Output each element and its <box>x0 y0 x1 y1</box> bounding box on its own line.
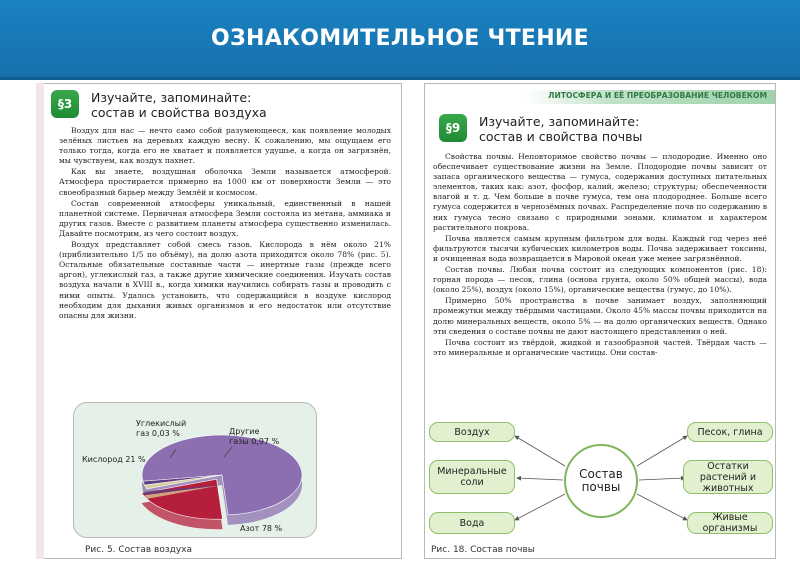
left-body-text <box>59 126 391 322</box>
arrow-to-organisms <box>637 494 687 520</box>
right-textbook-page <box>424 83 776 559</box>
right-body-text <box>433 152 767 359</box>
left-section-title <box>91 90 267 120</box>
right-paragraph-1: Свойства почвы. Неповторимое свойство почвы — плодородие. Именно оно обеспечивает существование жизни на Земле. Плодородие почвы зависит от запаса органического вещества — гумуса, содержания доступных питательных элементов, таких как: азот, фосфор, калий, железо; структуры; обеспеченности влагой и т. д. Чем больше в почве гумуса, тем она плодороднее. Больше всего гумуса содержится в чернозёмных почвах. Распределение почв по содержанию в них гумуса тесно связано с природными зонами, климатом и характером растительного покрова. <box>433 152 767 232</box>
section-badge-9: §9 <box>439 114 467 142</box>
node-mineral-salts: Минеральные соли <box>429 460 515 494</box>
right-heading-line2: состав и свойства почвы <box>479 129 643 144</box>
node-water: Вода <box>429 512 515 534</box>
node-living-organisms: Живые организмы <box>687 512 773 534</box>
node-sand-clay: Песок, глина <box>687 422 773 442</box>
right-figure-caption: Рис. 18. Состав почвы <box>431 545 535 555</box>
right-section-heading <box>433 114 765 144</box>
left-paragraph-2: Как вы знаете, воздушная оболочка Земли называется атмосферой. Атмосфера простирается примерно на 1000 км от поверхности Земли — это своеобразный барьер между Землёй и космосом. <box>59 167 391 197</box>
right-section-title <box>479 114 642 144</box>
chapter-band <box>525 90 776 104</box>
slide-title: ОЗНАКОМИТЕЛЬНОЕ ЧТЕНИЕ <box>211 26 589 51</box>
right-paragraph-4: Примерно 50% пространства в почве занимает воздух, заполняющий промежутки между твёрдыми частицами. Около 45% массы почвы приходится на долю минеральных веществ, около 5% — на долю органических веществ. Однако эти сведения о составе почвы не дают настоящего представления о ней. <box>433 296 767 336</box>
node-plant-animal-remains: Остатки растений и животных <box>683 460 773 494</box>
air-composition-pie-svg <box>74 403 318 539</box>
node-center-soil: Состав почвы <box>564 444 638 518</box>
slide-header <box>0 0 800 80</box>
arrow-to-salts <box>517 478 563 480</box>
left-heading-line1: Изучайте, запоминайте: <box>91 90 252 105</box>
label-nitrogen: Азот 78 % <box>240 524 283 533</box>
left-heading-line2: состав и свойства воздуха <box>91 105 267 120</box>
soil-composition-diagram <box>429 422 773 542</box>
left-paragraph-1: Воздух для нас — нечто само собой разумеющееся, как появление молодых зелёных листьев на деревьях каждую весну. К сожалению, мы ощущаем его только тогда, когда его не хватает и появляется удушье, а когда он загрязнён, мы чувствуем, как воздух пахнет. <box>59 126 391 166</box>
air-composition-chart <box>73 402 317 538</box>
chapter-label: ЛИТОСФЕРА И ЕЁ ПРЕОБРАЗОВАНИЕ ЧЕЛОВЕКОМ <box>548 91 767 100</box>
right-paragraph-5: Почва состоит из твёрдой, жидкой и газообразной частей. Твёрдая часть — это минеральные и органические частицы. Они состав- <box>433 337 767 357</box>
header-bottom-bar <box>0 77 800 80</box>
left-page-margin <box>36 83 44 559</box>
left-textbook-page <box>36 83 402 559</box>
arrow-to-water <box>515 494 565 520</box>
label-other-line2: газы 0,97 % <box>229 437 280 446</box>
label-other-line1: Другие <box>229 427 260 436</box>
arrow-to-air <box>515 436 565 466</box>
section-badge-3: §3 <box>51 90 79 118</box>
left-figure-caption: Рис. 5. Состав воздуха <box>85 545 193 555</box>
label-co2-line1: Углекислый <box>136 419 187 428</box>
right-paragraph-2: Почва является самым крупным фильтром для воды. Каждый год через неё фильтруются тысячи кубических километров воды. Почва задерживает токсины, и очищенная вода возвращается в Мировой океан уже менее загрязнённой. <box>433 233 767 263</box>
arrow-to-remains <box>639 478 685 480</box>
right-heading-line1: Изучайте, запоминайте: <box>479 114 640 129</box>
left-paragraph-4: Воздух представляет собой смесь газов. Кислорода в нём около 21% (приблизительно 1/5 по объёму), на долю азота приходится около 78% (рис. 5). Остальные обязательные составные части — инертные газы (прежде всего аргон), углекислый газ, а также другие химические соединения. Изучать состав воздуха начали в XVIII в., когда химики научились собирать газы и проводить с ними опыты. Удалось установить, что содержащийся в воздухе кислород необходим для дыхания живых организмов и его недостаток или отсутствие опасны для жизни. <box>59 240 391 320</box>
right-paragraph-3: Состав почвы. Любая почва состоит из следующих компонентов (рис. 18): горная порода — песок, глина (основа грунта, около 50% общей массы), вода (около 25%), воздух (около 15%), органические вещества (гумус, до 10%). <box>433 265 767 295</box>
label-oxygen: Кислород 21 % <box>82 455 146 464</box>
node-air: Воздух <box>429 422 515 442</box>
label-co2-line2: газ 0,03 % <box>136 429 180 438</box>
left-section-heading <box>45 90 391 120</box>
arrow-to-sand <box>637 436 687 466</box>
left-paragraph-3: Состав современной атмосферы уникальный, единственный в нашей планетной системе. Первичная атмосфера Земли состояла из метана, аммиака и других газов. Вместе с развитием планеты атмосфера существенно изменилась. Давайте посмотрим, из чего состоит воздух. <box>59 198 391 238</box>
